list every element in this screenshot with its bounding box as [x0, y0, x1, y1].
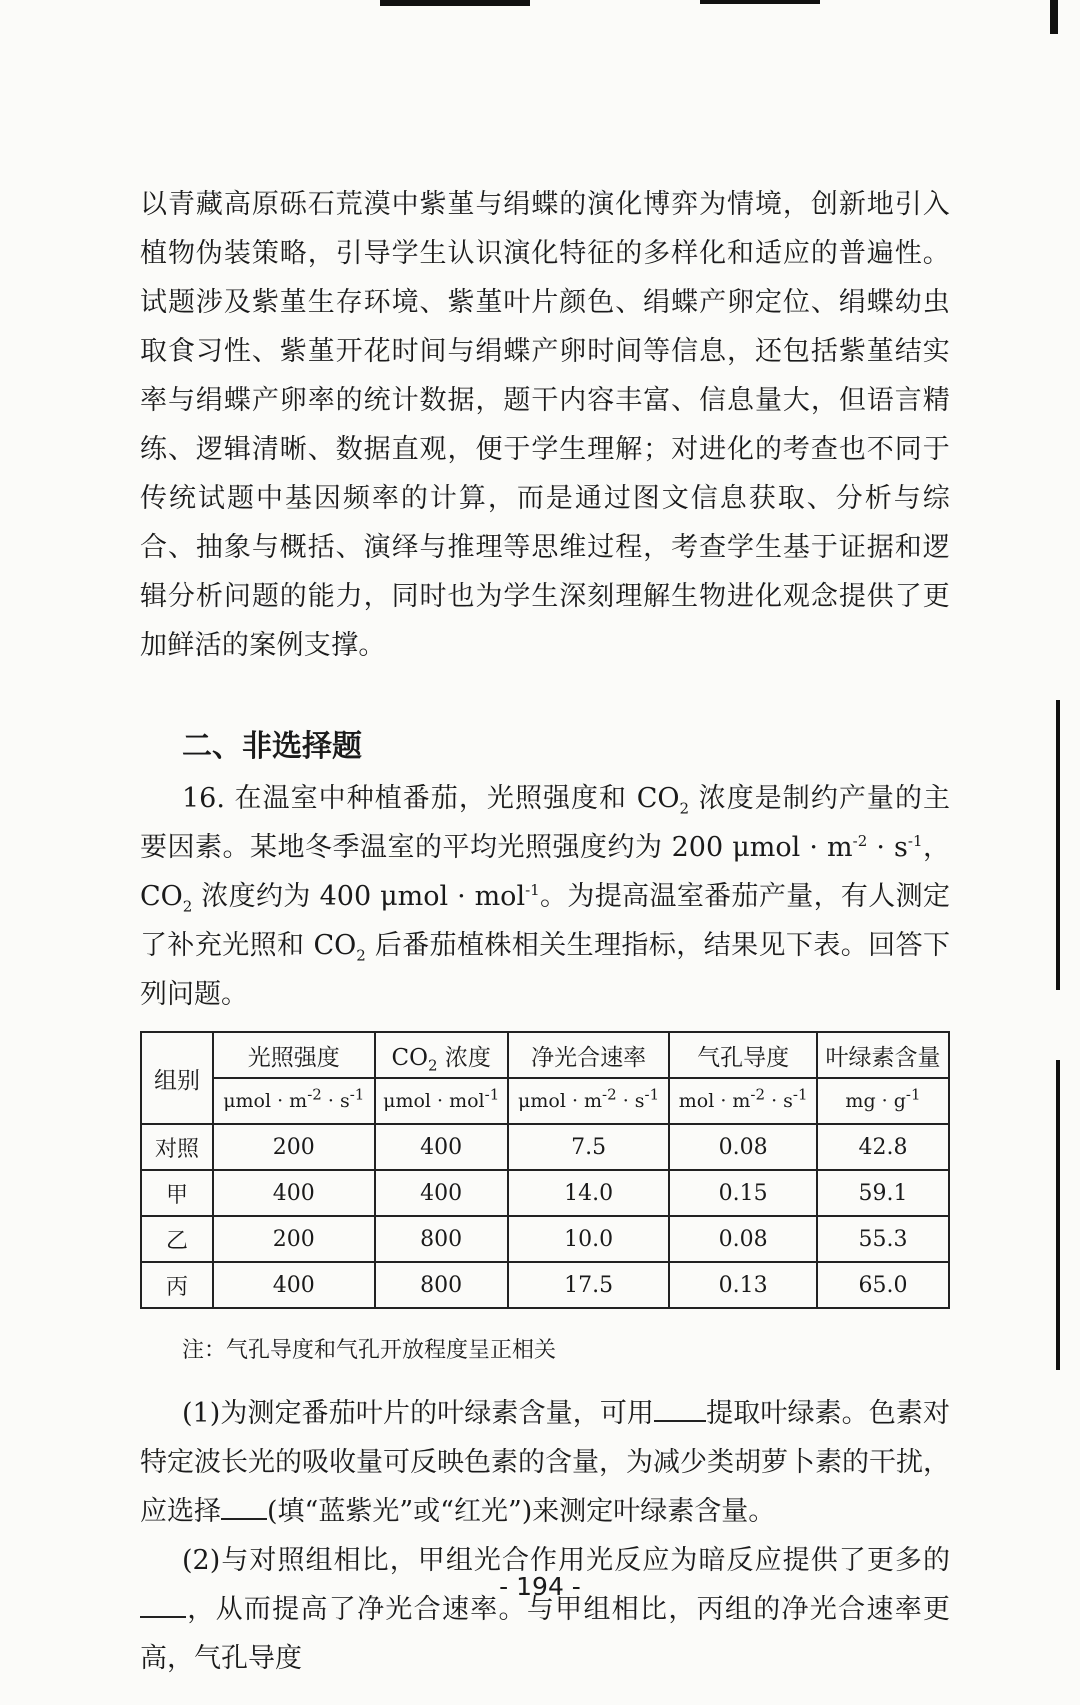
document-page: [140, 180, 950, 1683]
header-co2: $CO_2$ 浓度: [375, 1032, 508, 1078]
header-chlorophyll: 叶绿素含量: [817, 1032, 949, 1078]
question-16-stem: 16. 在温室中种植番茄，光照强度和 $CO_2$ 浓度是制约产量的主要因素。某地冬季温室的平均光照强度约为 200 $\mu mol \cdot m^{-2} \cdot s^{-1}$，$CO_2$ 浓度约为 400 μmol · mol$^{-1}$。为提高温室番茄产量，有人测定了补充光照和 $CO_2$ 后番茄植株相关生理指标，结果见下表。回答下列问题。: [140, 783, 951, 1010]
unit-light: $\mu mol \cdot m^{-2} \cdot s^{-1}$: [213, 1078, 375, 1124]
cell-stomata: 0.08: [669, 1124, 817, 1170]
scan-edge-mark-corner: [1050, 0, 1058, 34]
cell-net-rate: 14.0: [508, 1170, 670, 1216]
cell-light: 200: [213, 1124, 375, 1170]
cell-co2: 400: [375, 1124, 508, 1170]
cell-light: 400: [213, 1262, 375, 1308]
intro-paragraph: 以青藏高原砾石荒漠中紫堇与绢蝶的演化博弈为情境，创新地引入植物伪装策略，引导学生认识演化特征的多样化和适应的普遍性。试题涉及紫堇生存环境、紫堇叶片颜色、绢蝶产卵定位、绢蝶幼虫取食习性、紫堇开花时间与绢蝶产卵时间等信息，还包括紫堇结实率与绢蝶产卵率的统计数据，题干内容丰富、信息量大，但语言精练、逻辑清晰、数据直观，便于学生理解；对进化的考查也不同于传统试题中基因频率的计算，而是通过图文信息获取、分析与综合、抽象与概括、演绎与推理等思维过程，考查学生基于证据和逻辑分析问题的能力，同时也为学生深刻理解生物进化观念提供了更加鲜活的案例支撑。: [140, 189, 950, 661]
table-note: 注：气孔导度和气孔开放程度呈正相关: [182, 1338, 557, 1363]
sub-question-2: (2)与对照组相比，甲组光合作用光反应为暗反应提供了更多的，从而提高了净光合速率。与甲组相比，丙组的净光合速率更高，气孔导度: [140, 1545, 950, 1674]
cell-group: 甲: [141, 1170, 213, 1216]
cell-light: 200: [213, 1216, 375, 1262]
cell-net-rate: 17.5: [508, 1262, 670, 1308]
header-net-rate: 净光合速率: [508, 1032, 670, 1078]
answer-blank[interactable]: [221, 1494, 267, 1520]
cell-chlorophyll: 59.1: [817, 1170, 949, 1216]
cell-chlorophyll: 55.3: [817, 1216, 949, 1262]
cell-co2: 800: [375, 1216, 508, 1262]
cell-co2: 400: [375, 1170, 508, 1216]
results-table: [140, 1031, 950, 1309]
scan-edge-mark-top: [380, 0, 530, 6]
answer-blank[interactable]: [654, 1396, 706, 1422]
table-row: [141, 1262, 949, 1308]
header-light: 光照强度: [213, 1032, 375, 1078]
page-number: - 194 -: [499, 1572, 581, 1601]
scan-edge-mark-right-1: [1056, 700, 1060, 990]
header-group: 组别: [141, 1032, 213, 1124]
cell-stomata: 0.15: [669, 1170, 817, 1216]
unit-net-rate: $\mu mol \cdot m^{-2} \cdot s^{-1}$: [508, 1078, 670, 1124]
scan-edge-mark-top-right: [700, 0, 820, 4]
cell-stomata: 0.08: [669, 1216, 817, 1262]
cell-light: 400: [213, 1170, 375, 1216]
cell-net-rate: 10.0: [508, 1216, 670, 1262]
cell-net-rate: 7.5: [508, 1124, 670, 1170]
cell-group: 丙: [141, 1262, 213, 1308]
unit-stomata: mol · $m^{-2} \cdot s^{-1}$: [669, 1078, 817, 1124]
table-row: [141, 1216, 949, 1262]
table-row: [141, 1170, 949, 1216]
unit-chlorophyll: mg · $g^{-1}$: [817, 1078, 949, 1124]
cell-co2: 800: [375, 1262, 508, 1308]
cell-chlorophyll: 65.0: [817, 1262, 949, 1308]
sub-question-1: (1)为测定番茄叶片的叶绿素含量，可用 提取叶绿素。色素对特定波长光的吸收量可反映色素的含量，为减少类胡萝卜素的干扰，应选择 (填“蓝紫光”或“红光”)来测定叶绿素含量。: [140, 1398, 950, 1527]
section-title: 二、非选择题: [182, 729, 362, 764]
cell-stomata: 0.13: [669, 1262, 817, 1308]
cell-chlorophyll: 42.8: [817, 1124, 949, 1170]
unit-co2: μmol · mol$^{-1}$: [375, 1078, 508, 1124]
header-stomata: 气孔导度: [669, 1032, 817, 1078]
scan-edge-mark-right-2: [1056, 1060, 1060, 1370]
cell-group: 乙: [141, 1216, 213, 1262]
table-row: [141, 1124, 949, 1170]
cell-group: 对照: [141, 1124, 213, 1170]
